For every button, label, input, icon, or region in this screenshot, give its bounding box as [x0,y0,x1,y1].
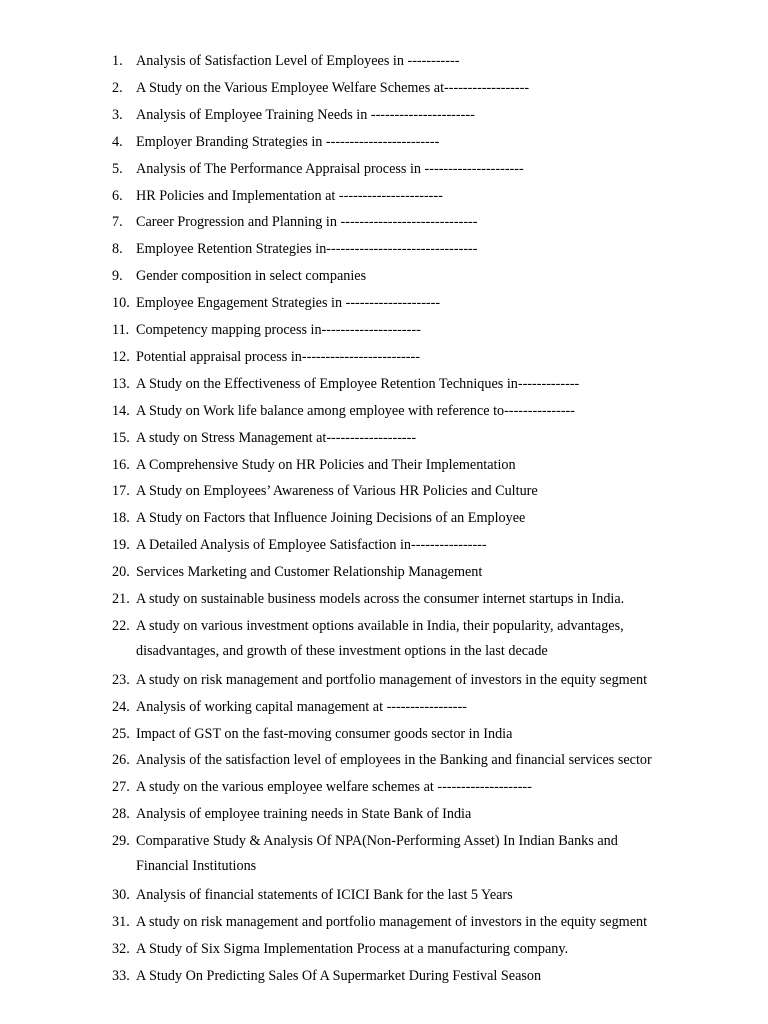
list-item-number: 32. [112,940,130,957]
list-item-text: A Study on Factors that Influence Joining Decisions of an Employee [136,510,526,527]
list-item-number: 9. [112,268,123,285]
list-item-text: A study on risk management and portfolio management of investors in the equity segment [136,913,648,930]
list-item-text: Employee Retention Strategies in-------------------------------- [136,241,478,258]
list-item-text: Gender composition in select companies [136,268,367,285]
list-item-number: 2. [112,79,123,96]
list-item-text: HR Policies and Implementation at ---------------------- [136,187,443,204]
list-item-number: 31. [112,913,130,930]
list-item-number: 28. [112,806,130,823]
list-item-text: A study on risk management and portfolio management of investors in the equity segment [136,671,648,688]
list-item-number: 33. [112,967,130,984]
list-item-number: 16. [112,456,130,473]
list-item-number: 27. [112,779,130,796]
list-item-number: 21. [112,591,130,607]
list-item-number: 18. [112,510,130,527]
list-item-number: 19. [112,537,130,554]
list-item-text: Career Progression and Planning in ----------------------------- [136,214,478,231]
list-item-number: 24. [112,698,130,715]
list-item-text: A study on various investment options available in India, their popularity, advantages, disadvantages, and growth of these investment options in the last decade [136,617,624,659]
list-item-text: Competency mapping process in--------------------- [136,322,421,338]
list-item-text: Impact of GST on the fast-moving consumer goods sector in India [136,725,513,742]
list-item-text: Analysis of working capital management at ----------------- [136,698,467,715]
list-item-number: 8. [112,241,123,258]
list-item-text: Analysis of Employee Training Needs in ---------------------- [136,106,475,123]
list-item-text: A Study On Predicting Sales Of A Supermarket During Festival Season [136,967,542,984]
list-item-number: 29. [112,833,130,850]
list-item-number: 14. [112,402,130,419]
list-item-number: 30. [112,886,130,903]
list-item-number: 6. [112,187,123,204]
list-item-text: A study on the various employee welfare schemes at -------------------- [136,779,532,796]
list-item-number: 17. [112,483,130,500]
list-item-number: 22. [112,617,130,634]
list-item-text: Analysis of The Performance Appraisal process in --------------------- [136,160,524,177]
list-item-number: 25. [112,725,130,742]
list-item-number: 1. [112,53,123,69]
list-item-text: Services Marketing and Customer Relationship Management [136,564,483,581]
list-item-number: 3. [112,106,123,123]
list-item-text: A Study on Work life balance among employee with reference to--------------- [136,402,576,419]
list-item-text: A Study on the Various Employee Welfare Schemes at------------------ [136,79,530,96]
list-item-text: Potential appraisal process in------------------------- [136,348,420,365]
list-item-text: Analysis of Satisfaction Level of Employees in ----------- [136,53,460,69]
list-item-text: Employer Branding Strategies in ------------------------ [136,133,440,150]
list-item-text: Analysis of the satisfaction level of employees in the Banking and financial services sector [136,752,652,769]
list-item-number: 10. [112,295,130,312]
list-item-text: Analysis of employee training needs in State Bank of India [136,806,472,823]
list-item-text: A Detailed Analysis of Employee Satisfaction in---------------- [136,537,487,554]
list-item-text: A study on sustainable business models across the consumer internet startups in India. [136,591,625,607]
list-item-text: A Study of Six Sigma Implementation Process at a manufacturing company. [136,940,569,957]
list-item-text: Employee Engagement Strategies in -------------------- [136,295,441,312]
list-item-number: 5. [112,160,123,177]
list-item-text: A Study on the Effectiveness of Employee Retention Techniques in------------- [136,375,580,392]
list-item-text: A Comprehensive Study on HR Policies and Their Implementation [136,456,516,473]
list-item-text: Analysis of financial statements of ICICI Bank for the last 5 Years [136,886,513,903]
list-item-text: Comparative Study & Analysis Of NPA(Non-Performing Asset) In Indian Banks and Financial Institutions [136,833,618,875]
list-item-number: 4. [112,133,123,150]
list-item-number: 7. [112,214,123,231]
list-item-number: 13. [112,375,130,392]
list-item-number: 20. [112,564,130,581]
list-item-number: 15. [112,429,130,446]
list-item-text: A study on Stress Management at------------------- [136,429,417,446]
list-item-text: A Study on Employees’ Awareness of Various HR Policies and Culture [136,483,538,500]
list-item-number: 11. [112,322,130,338]
list-item-number: 23. [112,671,130,688]
list-item-number: 12. [112,348,130,365]
list-item-number: 26. [112,752,130,769]
